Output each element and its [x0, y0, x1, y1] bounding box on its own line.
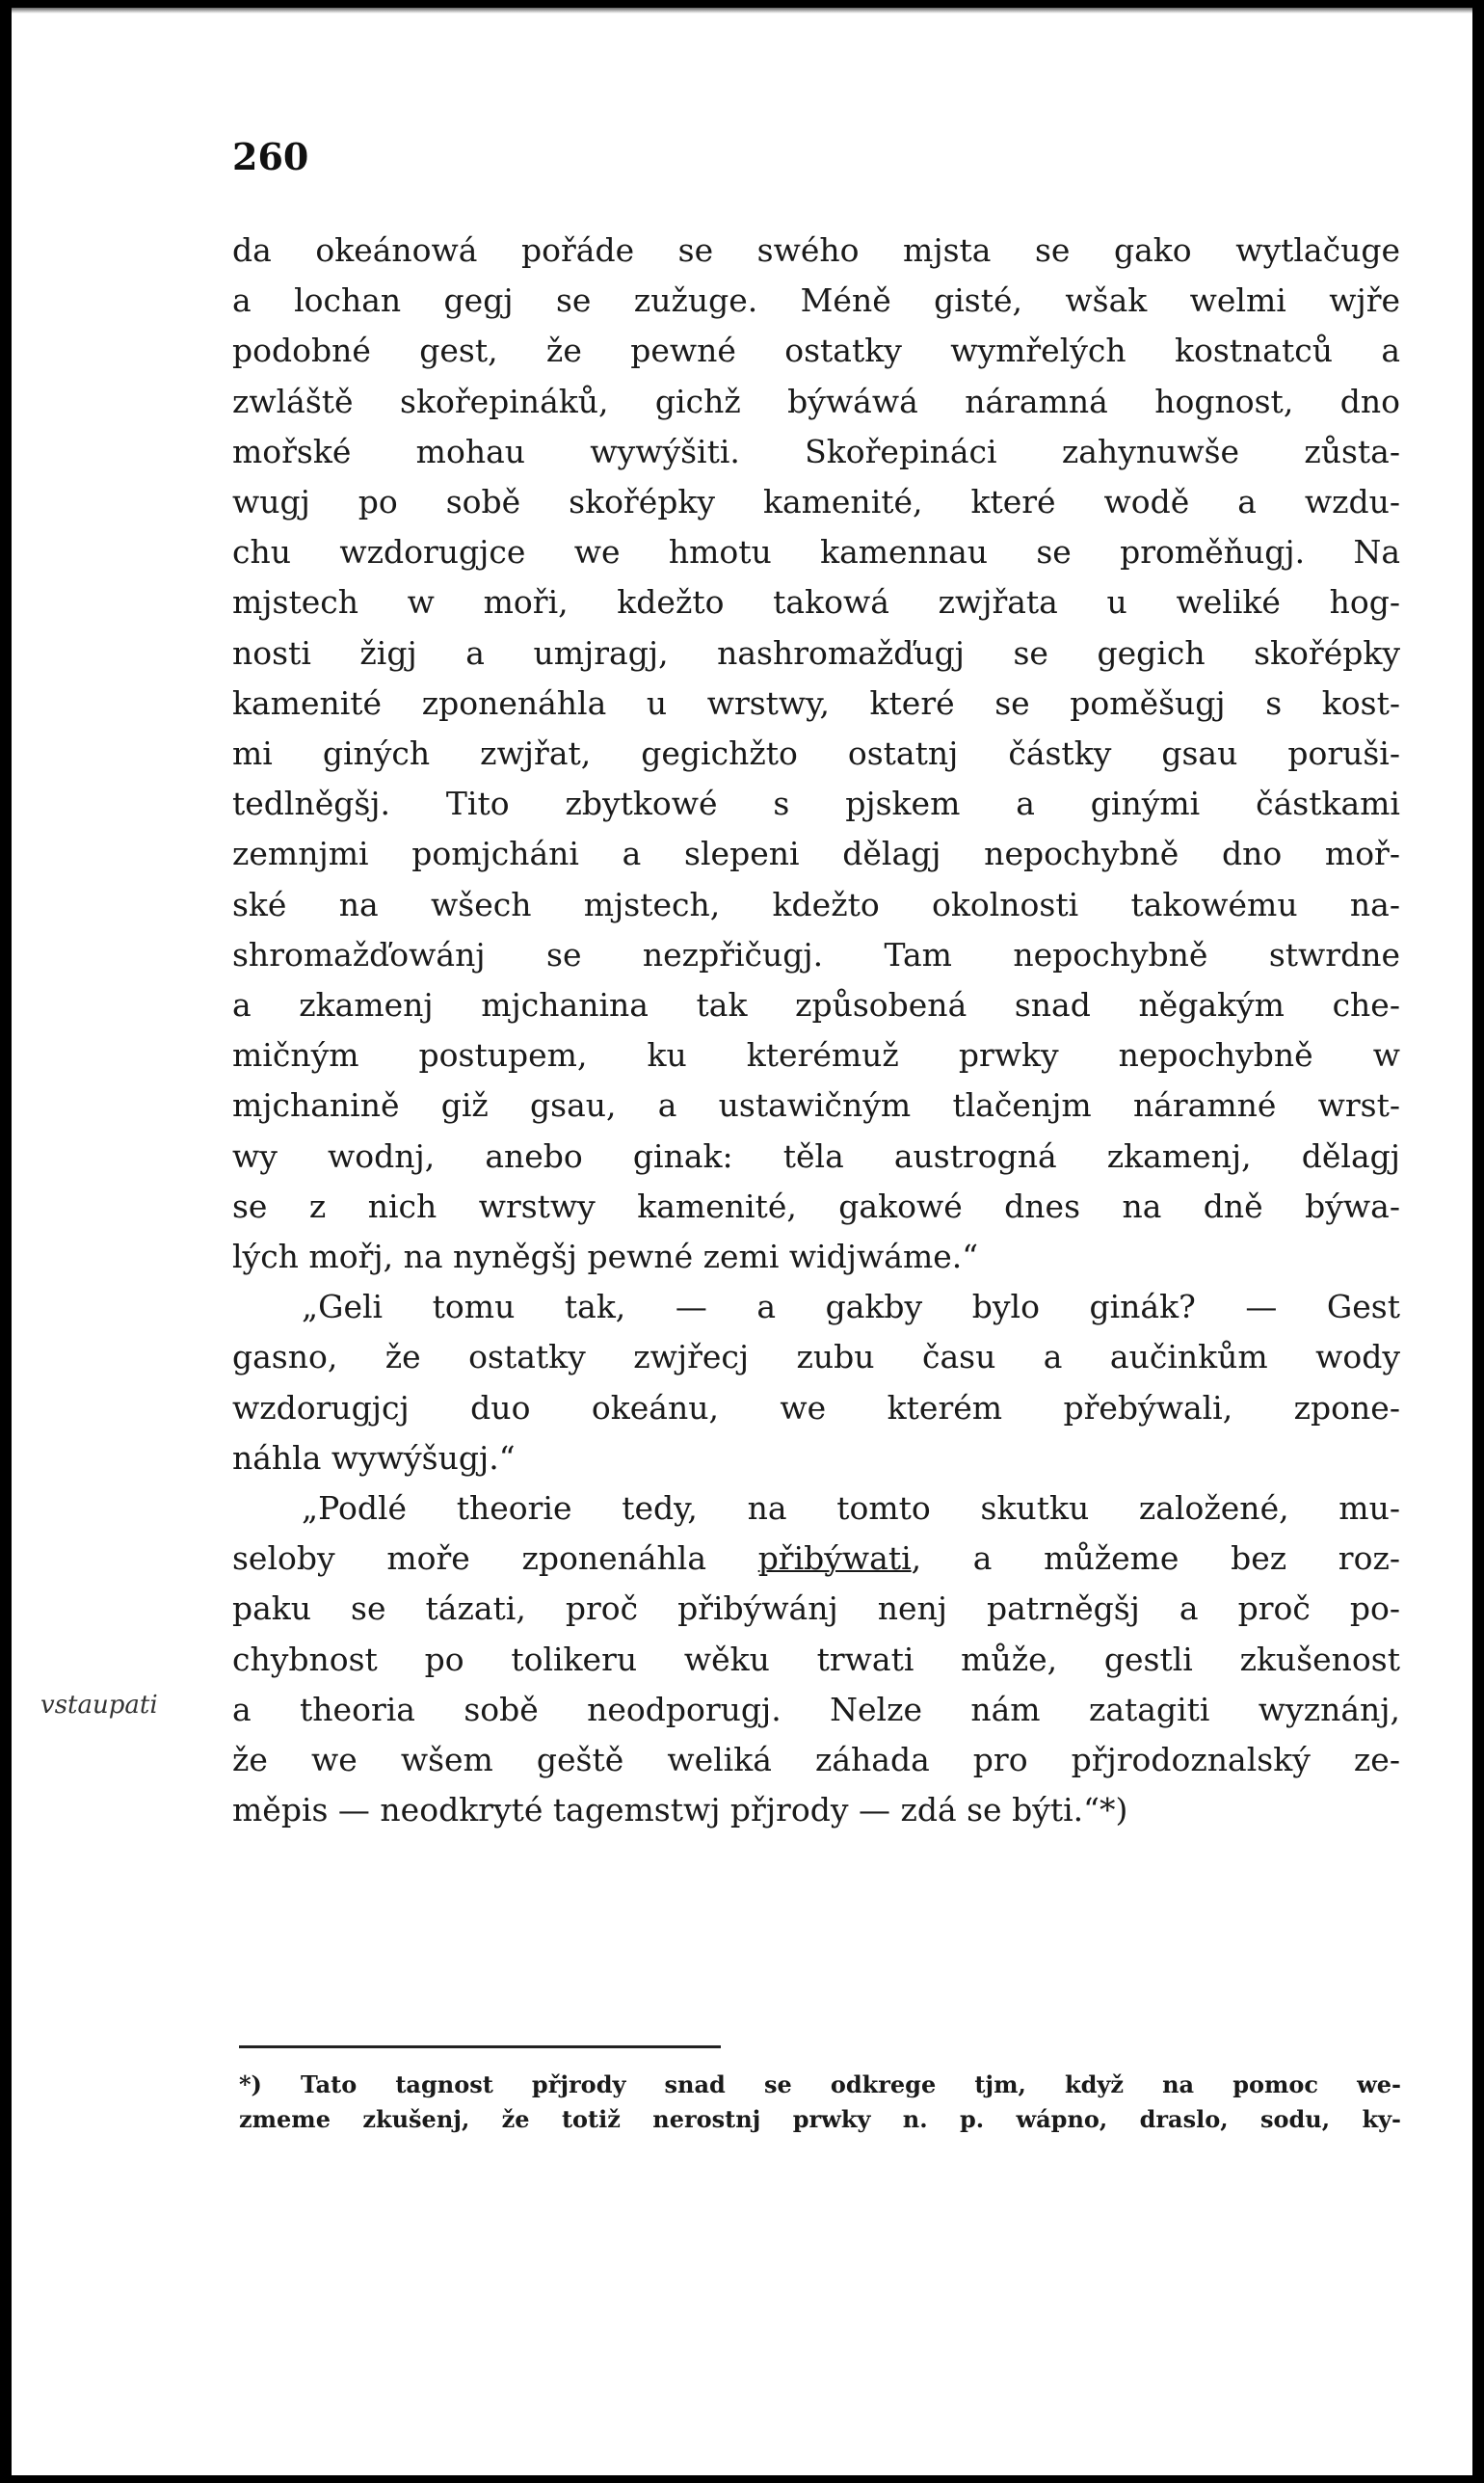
text-line: gasno, že ostatky zwjřecj zubu času a aučinkům wody — [232, 1338, 1400, 1376]
text-line: seloby moře zponenáhla přibýwati, a můžeme bez roz- — [232, 1539, 1400, 1578]
text-line: podobné gest, že pewné ostatky wymřelých kostnatců a — [232, 332, 1400, 370]
text-line: wy wodnj, anebo ginak: těla austrogná zkamenj, dělagj — [232, 1136, 1400, 1175]
text-line: náhla wywýšugj.“ — [232, 1438, 516, 1477]
text-line: a theoria sobě neodporugj. Nelze nám zatagiti wyznánj, — [232, 1690, 1400, 1728]
text-line: mjchanině giž gsau, a ustawičným tlačenjm náramné wrst- — [232, 1086, 1400, 1125]
text-line: mořské mohau wywýšiti. Skořepináci zahynuwše zůsta- — [232, 432, 1400, 470]
underlined-word: přibýwati — [757, 1539, 912, 1578]
text-line: zemnjmi pomjcháni a slepeni dělagj nepochybně dno moř- — [232, 835, 1400, 873]
text-line: wugj po sobě skořépky kamenité, které wodě a wzdu- — [232, 483, 1400, 521]
text-line: paku se tázati, proč přibýwánj nenj patrněgšj a proč po- — [232, 1589, 1400, 1628]
text-line: nosti žigj a umjragj, nashromažďugj se gegich skořépky — [232, 633, 1400, 672]
text-line: shromažďowánj se nezpřičugj. Tam nepochybně stwrdne — [232, 935, 1400, 974]
text-line: chu wzdorugjce we hmotu kamennau se proměňugj. Na — [232, 533, 1400, 572]
text-line: se z nich wrstwy kamenité, gakowé dnes na dně býwa- — [232, 1187, 1400, 1225]
text-line: chybnost po tolikeru wěku trwati může, gestli zkušenost — [232, 1640, 1400, 1678]
footnote-line: *) Tato tagnost přjrody snad se odkrege tjm, když na pomoc we- — [239, 2070, 1401, 2098]
text-line: mičným postupem, ku kterémuž prwky nepochybně w — [232, 1036, 1400, 1075]
text-line: ské na wšech mjstech, kdežto okolnosti takowému na- — [232, 885, 1400, 923]
page-edge — [12, 8, 1472, 13]
text-line: „Geli tomu tak, — a gakby bylo ginák? — Gest — [302, 1288, 1400, 1326]
text-line: „Podlé theorie tedy, na tomto skutku založené, mu- — [302, 1489, 1400, 1527]
text-line: wzdorugjcj duo okeánu, we kterém přebýwali, zpone- — [232, 1388, 1400, 1427]
text-line: da okeánowá pořáde se swého mjsta se gako wytlačuge — [232, 231, 1400, 269]
margin-annotation: vstaupati — [40, 1691, 158, 1720]
text-line: a zkamenj mjchanina tak způsobená snad něgakým che- — [232, 986, 1400, 1024]
text-line: tedlněgšj. Tito zbytkowé s pjskem a ginými částkami — [232, 785, 1400, 823]
page-number: 260 — [232, 135, 309, 178]
footnote-line: zmeme zkušenj, že totiž nerostnj prwky n. p. wápno, draslo, sodu, ky- — [239, 2105, 1401, 2133]
footnote-divider — [239, 2045, 721, 2048]
text-line: mi giných zwjřat, gegichžto ostatnj částky gsau poruši- — [232, 734, 1400, 772]
text-line: měpis — neodkryté tagemstwj přjrody — zdá se býti.“*) — [232, 1791, 1128, 1829]
book-page — [12, 8, 1472, 2475]
text-line: že we wšem geště weliká záhada pro přjrodoznalský ze- — [232, 1741, 1400, 1778]
text-line: kamenité zponenáhla u wrstwy, které se poměšugj s kost- — [232, 683, 1400, 722]
text-line: mjstech w moři, kdežto takowá zwjřata u weliké hog- — [232, 583, 1400, 622]
text-line: lých mořj, na nyněgšj pewné zemi widjwáme.“ — [232, 1238, 979, 1275]
text-line: zwláště skořepináků, gichž býwáwá náramná hognost, dno — [232, 382, 1400, 420]
text-line: a lochan gegj se zužuge. Méně gisté, wšak welmi wjře — [232, 281, 1400, 320]
